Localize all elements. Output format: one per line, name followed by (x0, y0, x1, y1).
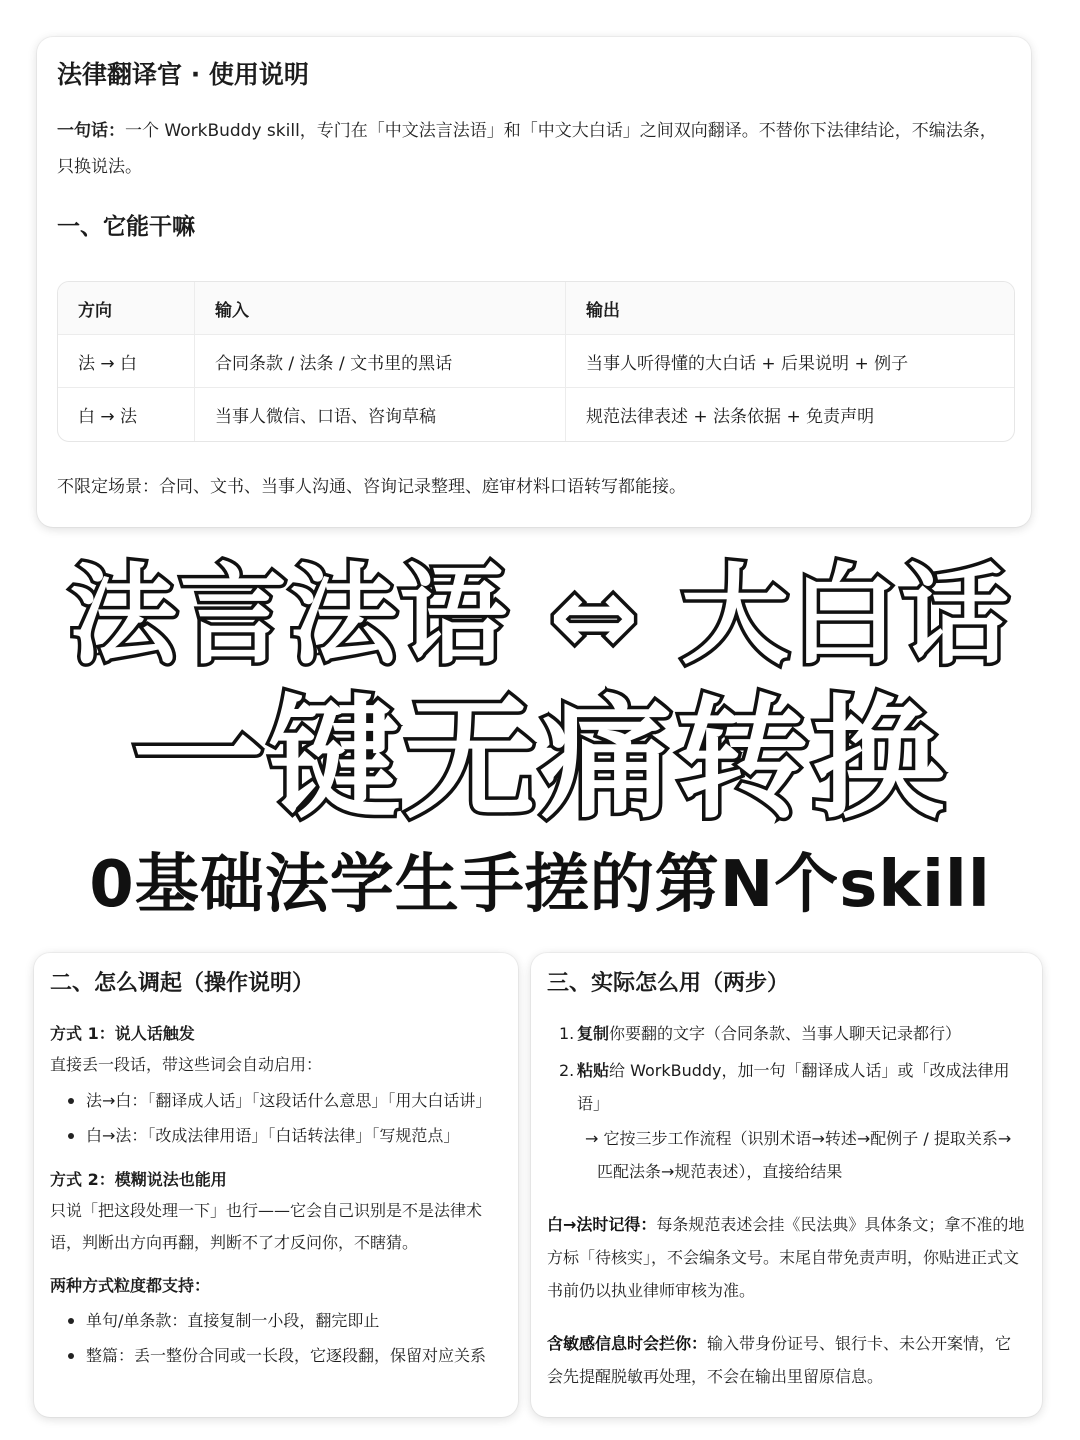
oneliner-label: 一句话： (57, 121, 125, 141)
cell-input: 合同条款 / 法条 / 文书里的黑话 (195, 335, 566, 388)
headline-banner (0, 530, 1080, 940)
mode2-title: 方式 2：模糊说法也能用 (50, 1170, 227, 1189)
header-direction: 方向 (58, 282, 195, 335)
table-row (58, 335, 1014, 388)
mode2-desc: 只说「把这段处理一下」也行——它会自己识别是不是法律术语，判断出方向再翻，判断不了才反问你，不瞎猜。 (50, 1201, 483, 1252)
invoke-card (34, 953, 518, 1417)
cell-direction: 白 → 法 (58, 388, 195, 441)
section-title-capabilities: 一、它能干嘛 (57, 214, 195, 240)
list-item: 法→白：「翻译成人话」「这段话什么意思」「用大白话讲」 (50, 1083, 502, 1118)
mode1-title: 方式 1：说人话触发 (50, 1024, 195, 1043)
step-text: 你要翻的文字（合同条款、当事人聊天记录都行） (609, 1024, 962, 1043)
step-keyword: 复制 (577, 1024, 610, 1043)
card-title: 二、怎么调起（操作说明） (50, 971, 315, 996)
cell-output: 当事人听得懂的大白话 + 后果说明 + 例子 (566, 335, 1014, 388)
step-text: 给 WorkBuddy，加一句「翻译成人话」或「改成法律用语」 (577, 1061, 1010, 1113)
law-note (547, 1208, 1026, 1307)
cell-output: 规范法律表述 + 法条依据 + 免责声明 (586, 407, 875, 427)
table-header-row (58, 282, 1014, 335)
headline-line-1: 法言法语 ⇔ 大白话 (69, 554, 1011, 679)
step-number: 2. (559, 1061, 575, 1080)
headline-subtitle: 0基础法学生手搓的第N个skill (89, 848, 991, 922)
step-item (547, 1054, 1026, 1120)
header-output: 输出 (566, 282, 1014, 335)
mode1-list (50, 1083, 502, 1153)
privacy-note-label: 含敏感信息时会拦你： (547, 1334, 708, 1353)
list-item: 单句/单条款：直接复制一小段，翻完即止 (50, 1303, 502, 1338)
steps-list (547, 1017, 1026, 1120)
howto-card (531, 953, 1042, 1417)
headline-line-2: 一键无痛转换 (132, 683, 948, 837)
mode1-desc: 直接丢一段话，带这些词会自动启用： (50, 1055, 323, 1074)
card-title: 法律翻译官 · 使用说明 (57, 60, 309, 89)
usage-card (37, 37, 1031, 527)
list-item: 白→法：「改成法律用语」「白话转法律」「写规范点」 (50, 1118, 502, 1153)
workflow-note: → 它按三步工作流程（识别术语→转述→配例子 / 提取关系→匹配法条→规范表述），直接给结果 (585, 1129, 1012, 1181)
list-item: 整篇：丢一整份合同或一长段，它逐段翻，保留对应关系 (50, 1338, 502, 1373)
step-item (547, 1017, 1026, 1050)
step-keyword: 粘贴 (577, 1061, 610, 1080)
privacy-note (547, 1327, 1026, 1393)
granularity-list (50, 1303, 502, 1373)
law-note-label: 白→法时记得： (547, 1215, 657, 1234)
oneliner (57, 113, 1011, 185)
card-title: 三、实际怎么用（两步） (547, 971, 790, 996)
scenario-note: 不限定场景：合同、文书、当事人沟通、咨询记录整理、庭审材料口语转写都能接。 (57, 477, 686, 497)
header-input: 输入 (195, 282, 566, 335)
cell-input: 当事人微信、口语、咨询草稿 (195, 388, 566, 441)
granularity-title: 两种方式粒度都支持： (50, 1276, 211, 1295)
table-row (58, 388, 1014, 441)
law-note-text: 每条规范表述会挂《民法典》具体条文；拿不准的地方标「待核实」，不会编条文号。末尾自带免责声明，你贴进正式文书前仍以执业律师审核为准。 (547, 1215, 1025, 1300)
direction-table (57, 281, 1015, 442)
privacy-note-text: 输入带身份证号、银行卡、未公开案情，它会先提醒脱敏再处理，不会在输出里留原信息。 (547, 1334, 1012, 1386)
oneliner-text: 一个 WorkBuddy skill，专门在「中文法言法语」和「中文大白话」之间双向翻译。不替你下法律结论，不编法条，只换说法。 (57, 121, 997, 177)
step-number: 1. (559, 1024, 575, 1043)
cell-direction: 法 → 白 (58, 335, 195, 388)
